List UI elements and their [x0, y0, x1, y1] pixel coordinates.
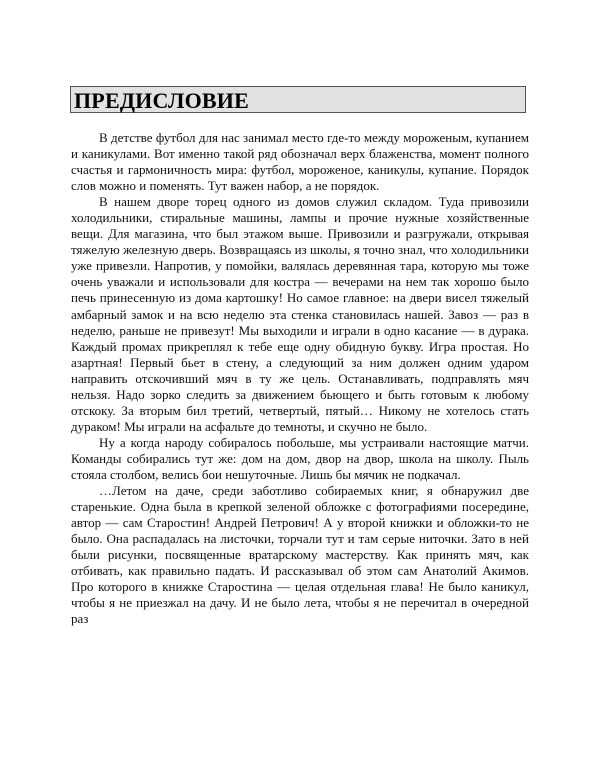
page-title: ПРЕДИСЛОВИЕ: [74, 88, 249, 113]
paragraph-courtyard: В нашем дворе торец одного из домов служил складом. Туда привозили холодильники, стиральные машины, лампы и прочие нужные хозяйственные вещи. Для магазина, что был этажом выше. Привозили и разгружали, открывая тяжелую железную дверь. Возвращаясь из школы, я точно знал, что холодильники уже привезли. Напротив, у помойки, валялась деревянная тара, которую мы тоже очень уважали и использовали для костра — вечерами на нем так хорошо было печь принесенную из дома картошку! Но самое главное: на двери висел тяжелый амбарный замок и на всю неделю эта стенка становилась нашей. Завоз — раз в неделю, раньше не привезут! Мы выходили и играли в одно касание — в дурака. Каждый промах прикреплял к тебе еще одну обидную букву. Игра простая. Но азартная! Первый бьет в стену, а следующий за ним должен одним ударом направить отскочивший мяч в ту же цель. Останавливать, подправлять мяч нельзя. Надо зорко следить за движением бьющего и быть готовым к любому отскоку. За вторым бил третий, четвертый, пятый… Никому не хотелось стать дураком! Мы играли на асфальте до темноты, и скучно не было.: [71, 194, 529, 434]
preface-heading-box: [70, 86, 526, 113]
paragraph-childhood: В детстве футбол для нас занимал место где-то между мороженым, купанием и каникулами. Вот именно такой ряд обозначал верх блаженства, момент полного счастья и гармоничность мира: футбол, мороженое, каникулы, купание. Порядок слов можно и поменять. Тут важен набор, а не порядок.: [71, 130, 529, 194]
paragraph-dacha-books: …Летом на даче, среди заботливо собираемых книг, я обнаружил две старенькие. Одна была в крепкой зеленой обложке с фотографиями посередине, автор — сам Старостин! Андрей Петрович! А у второй книжки и обложки-то не было. Она распадалась на листочки, торчали тут и там серые ниточки. Зато в ней были рисунки, посвященные вратарскому мастерству. Как принять мяч, как отбивать, как правильно падать. И рассказывал об этом сам Анатолий Акимов. Про которого в книжке Старостина — целая отдельная глава! Не было каникул, чтобы я не приезжал на дачу. И не было лета, чтобы я не перечитал в очередной раз: [71, 483, 529, 627]
document-body: [71, 130, 529, 627]
paragraph-matches: Ну а когда народу собиралось побольше, мы устраивали настоящие матчи. Команды собирались тут же: дом на дом, двор на двор, школа на школу. Пыль стояла столбом, велись бои нешуточные. Лишь бы мячик не подкачал.: [71, 434, 529, 482]
